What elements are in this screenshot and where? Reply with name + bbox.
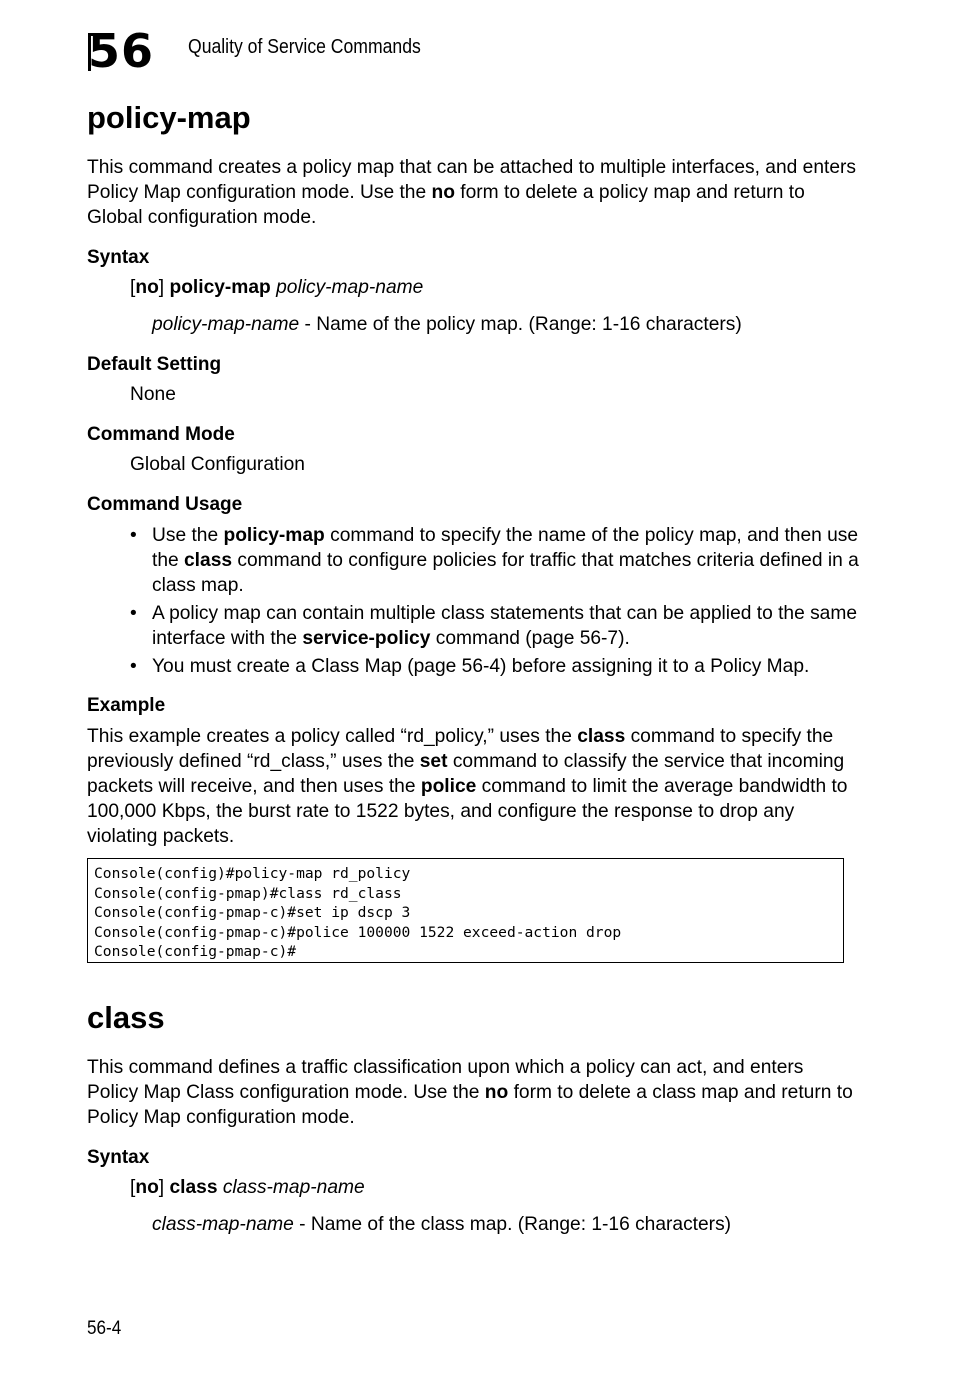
bullet-icon: • [130,603,137,624]
example-heading: Example [87,695,166,716]
code-example [87,858,844,963]
bullet-icon: • [130,656,137,677]
parameter-description: policy-map-name - Name of the policy map. (Range: 1-16 characters) [152,314,742,335]
list-item: • A policy map can contain multiple class statements that can be applied to the same interface with the service-policy command (page 56-7). [130,603,857,649]
policy-map-description: This command creates a policy map that can be attached to multiple interfaces, and enters Policy Map configuration mode. Use the no form to delete a policy map and return to Global configuration mode. [87,157,856,228]
class-parameter-description: class-map-name - Name of the class map. (Range: 1-16 characters) [152,1214,732,1235]
chapter-title: Quality of Service Commands [188,36,421,58]
default-setting-heading: Default Setting [87,354,222,375]
class-syntax-line: [no] class class-map-name [130,1177,365,1198]
list-item: • You must create a Class Map (page 56-4) before assigning it to a Policy Map. [130,656,810,677]
command-mode-heading: Command Mode [87,424,235,445]
code-line: Console(config-pmap-c)# [94,943,297,960]
class-syntax-heading: Syntax [87,1147,150,1168]
syntax-heading: Syntax [87,247,150,268]
default-setting-value: None [130,384,176,405]
section-title-class: class [87,1000,165,1035]
command-mode-value: Global Configuration [130,454,305,475]
code-line: Console(config-pmap)#class rd_class [94,884,402,902]
syntax-line: [no] policy-map policy-map-name [130,277,424,298]
code-line: Console(config-pmap-c)#set ip dscp 3 [94,904,411,921]
code-line: Console(config)#policy-map rd_policy [94,865,411,882]
bullet-icon: • [130,525,137,546]
class-description: This command defines a traffic classification upon which a policy can act, and enters Policy Map Class configuration mode. Use the no form to delete a class map and return to Policy Map configuration mode. [87,1057,853,1128]
example-description: This example creates a policy called “rd_policy,” uses the class command to specify the previously defined “rd_class,” uses the set command to classify the service that incoming packets will receive, and then uses the police command to limit the average bandwidth to 100,000 Kbps, the burst rate to 1522 bytes, and configure the response to drop any violating packets. [87,726,848,847]
section-title-policy-map: policy-map [87,100,251,135]
command-usage-heading: Command Usage [87,494,243,515]
page-number: 56-4 [87,1318,122,1339]
command-usage-list [130,523,860,682]
list-item: • Use the policy-map command to specify the name of the policy map, and then use the class command to configure policies for traffic that matches criteria defined in a class map. [130,525,859,596]
code-line: Console(config-pmap-c)#police 100000 1522 exceed-action drop [94,923,622,941]
chapter-number: 56 [88,24,155,78]
